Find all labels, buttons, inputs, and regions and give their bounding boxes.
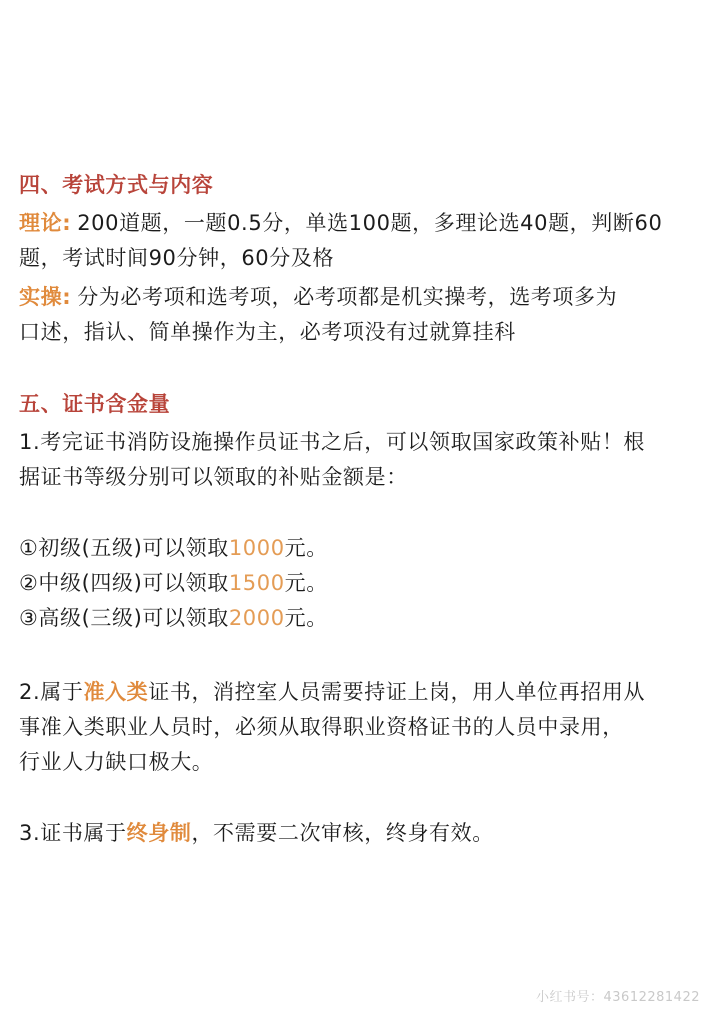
practice-text-1: 分为必考项和选考项，必考项都是机实操考，选考项多为	[77, 285, 618, 309]
lifetime-prefix: 3.证书属于	[19, 821, 127, 845]
level-item-intermediate	[19, 568, 709, 598]
practice-label: 实操:	[19, 285, 72, 309]
theory-line-1	[19, 208, 709, 238]
theory-label: 理论:	[19, 211, 72, 235]
level-item-senior	[19, 603, 709, 633]
level-prefix: ①初级(五级)可以领取	[19, 536, 229, 560]
theory-text-1: 200道题，一题0.5分，单选100题，多理论选40题，判断60	[77, 211, 663, 235]
access-rest: 证书，消控室人员需要持证上岗，用人单位再招用从	[148, 680, 646, 704]
level-prefix: ②中级(四级)可以领取	[19, 571, 229, 595]
level-amount: 2000	[228, 606, 285, 630]
level-item-junior	[19, 533, 709, 563]
level-suffix: 元。	[284, 606, 328, 630]
subsidy-paragraph-line-2: 据证书等级分别可以领取的补贴金额是：	[19, 465, 408, 489]
access-paragraph-line-2: 事准入类职业人员时，必须从取得职业资格证书的人员中录用，	[19, 715, 624, 739]
practice-line-1	[19, 282, 709, 312]
access-paragraph-line-1	[19, 677, 709, 707]
practice-line-2: 口述，指认、简单操作为主，必考项没有过就算挂科	[19, 320, 516, 344]
subsidy-paragraph-line-1: 1.考完证书消防设施操作员证书之后，可以领取国家政策补贴！根	[19, 430, 646, 454]
level-amount: 1000	[228, 536, 285, 560]
section-4-heading: 四、考试方式与内容	[19, 173, 214, 197]
level-amount: 1500	[228, 571, 285, 595]
lifetime-paragraph	[19, 818, 709, 848]
lifetime-rest: ，不需要二次审核，终身有效。	[191, 821, 494, 845]
access-prefix: 2.属于	[19, 680, 84, 704]
lifetime-highlight: 终身制	[126, 821, 192, 845]
theory-line-2: 题，考试时间90分钟，60分及格	[19, 246, 335, 270]
level-prefix: ③高级(三级)可以领取	[19, 606, 229, 630]
watermark: 小红书号：43612281422	[536, 990, 700, 1005]
access-highlight: 准入类	[83, 680, 149, 704]
section-5-heading: 五、证书含金量	[19, 392, 171, 416]
access-paragraph-line-3: 行业人力缺口极大。	[19, 750, 214, 774]
level-suffix: 元。	[284, 571, 328, 595]
level-suffix: 元。	[284, 536, 328, 560]
